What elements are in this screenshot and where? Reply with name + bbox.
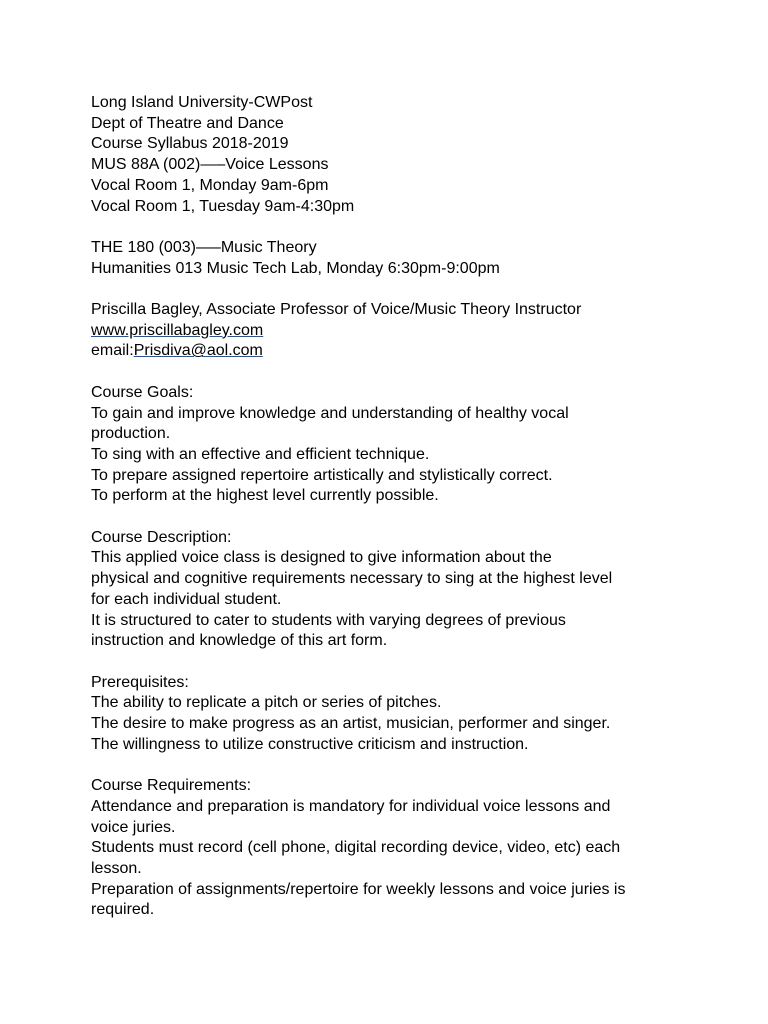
instructor-email-link[interactable]: Prisdiva@aol.com	[133, 342, 263, 360]
section-prerequisites	[91, 673, 751, 756]
instructor-website-link[interactable]: www.priscillabagley.com	[91, 321, 264, 339]
section-line: To sing with an effective and efficient technique.	[91, 445, 430, 463]
section-course-requirements	[91, 776, 751, 921]
section-line: To gain and improve knowledge and understanding of healthy vocal	[91, 404, 569, 422]
section-course-goals	[91, 383, 751, 507]
instructor-email-line	[91, 341, 751, 362]
section-line: To prepare assigned repertoire artistically and stylistically correct.	[91, 466, 553, 484]
blank-line	[91, 279, 751, 300]
course-voice-time-tuesday: Vocal Room 1, Tuesday 9am-4:30pm	[91, 197, 355, 215]
section-line: required.	[91, 901, 155, 919]
section-line: Students must record (cell phone, digital recording device, video, etc) each	[91, 839, 621, 857]
section-line: This applied voice class is designed to give information about the	[91, 549, 552, 567]
section-line: To perform at the highest level currently possible.	[91, 487, 439, 505]
university-name: Long Island University-CWPost	[91, 94, 313, 111]
section-line: lesson.	[91, 859, 142, 877]
blank-line	[91, 652, 751, 673]
blank-line	[91, 755, 751, 776]
instructor-name-title: Priscilla Bagley, Associate Professor of Voice/Music Theory Instructor	[91, 301, 582, 318]
blank-line	[91, 362, 751, 383]
section-line: voice juries.	[91, 818, 176, 836]
section-line: instruction and knowledge of this art form.	[91, 632, 388, 650]
section-heading: Course Goals:	[91, 383, 194, 401]
section-line: Attendance and preparation is mandatory for individual voice lessons and	[91, 797, 611, 815]
blank-line	[91, 507, 751, 528]
section-heading: Course Requirements:	[91, 777, 252, 795]
course-music-theory: THE 180 (003)—–Music Theory	[91, 238, 317, 256]
section-line: It is structured to cater to students with varying degrees of previous	[91, 611, 566, 629]
blank-line	[91, 217, 751, 238]
section-line: The willingness to utilize constructive criticism and instruction.	[91, 735, 529, 753]
section-line: physical and cognitive requirements necessary to sing at the highest level	[91, 570, 613, 588]
course-theory-time: Humanities 013 Music Tech Lab, Monday 6:30pm-9:00pm	[91, 259, 500, 277]
syllabus-title: Course Syllabus 2018-2019	[91, 135, 289, 153]
course-voice-lessons: MUS 88A (002)—–Voice Lessons	[91, 156, 329, 174]
section-line: for each individual student.	[91, 590, 282, 608]
section-heading: Prerequisites:	[91, 673, 189, 691]
section-line: The desire to make progress as an artist, musician, performer and singer.	[91, 715, 611, 733]
instructor-website-line	[91, 321, 751, 342]
section-heading: Course Description:	[91, 528, 232, 546]
course-voice-time-monday: Vocal Room 1, Monday 9am-6pm	[91, 176, 329, 194]
section-line: The ability to replicate a pitch or series of pitches.	[91, 694, 442, 712]
department-name: Dept of Theatre and Dance	[91, 114, 284, 132]
email-label: email:	[91, 342, 134, 360]
syllabus-document	[91, 93, 751, 921]
section-course-description	[91, 528, 751, 652]
section-line: production.	[91, 425, 171, 443]
section-line: Preparation of assignments/repertoire for weekly lessons and voice juries is	[91, 880, 626, 898]
